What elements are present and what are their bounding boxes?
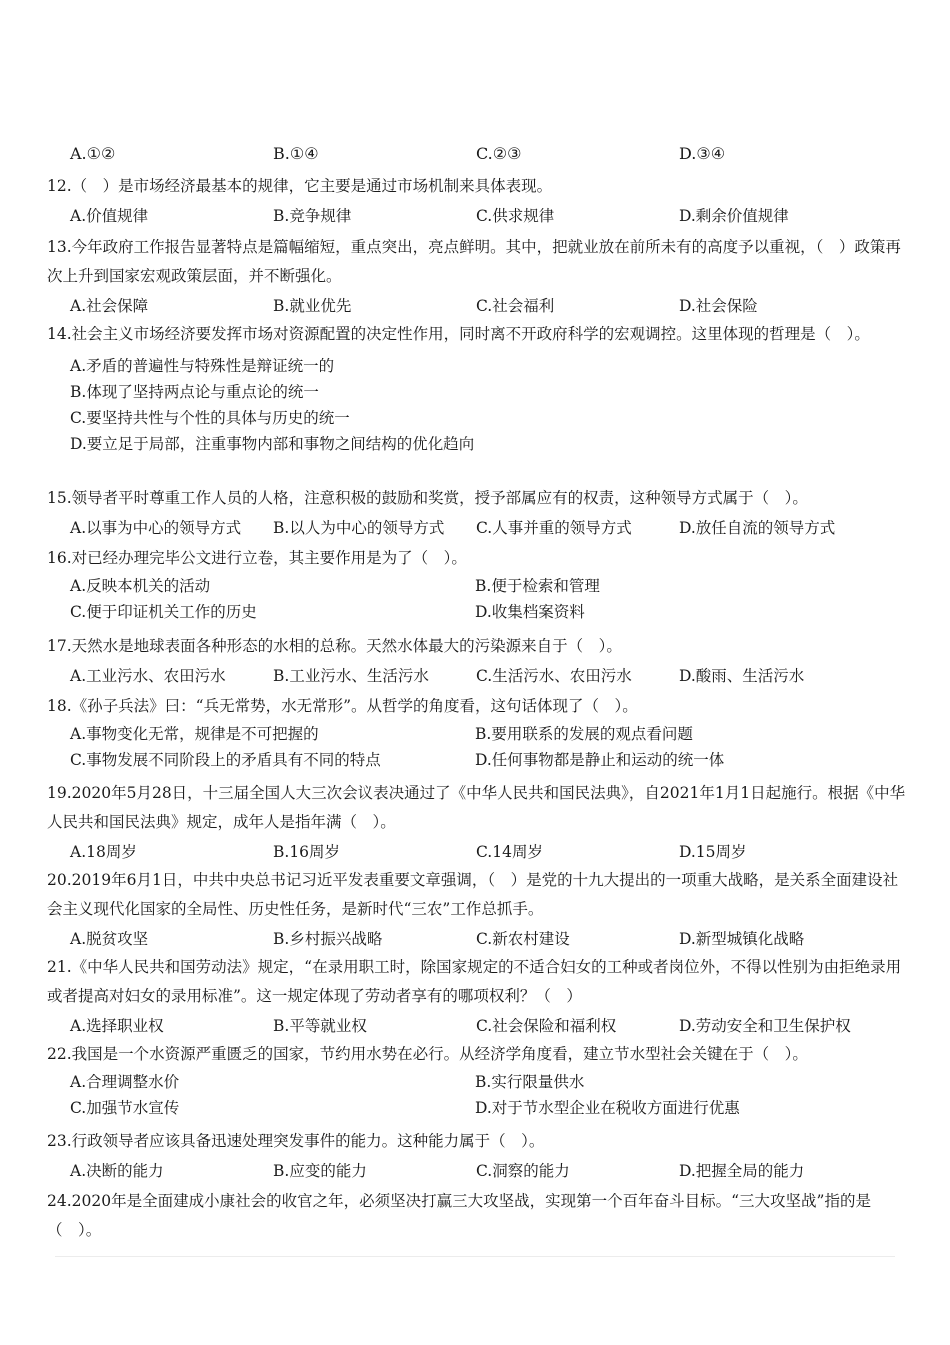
option: A.选择职业权 [70,1017,164,1035]
option: D.酸雨、生活污水 [679,667,805,685]
option: C.14周岁 [476,843,543,861]
option: D.对于节水型企业在税收方面进行优惠 [475,1099,740,1117]
question-17 [47,632,907,691]
option: D.剩余价值规律 [679,207,789,225]
option: A.18周岁 [70,843,137,861]
option: A.①② [70,144,116,163]
question-options [70,291,907,321]
option: B.便于检索和管理 [475,577,600,595]
question-18 [47,692,907,773]
previous-question-options [70,144,910,163]
question-20 [47,866,907,954]
page-bottom-divider [55,1256,895,1257]
option: D.新型城镇化战略 [679,930,805,948]
option: B.应变的能力 [273,1162,367,1180]
option: A.反映本机关的活动 [70,577,211,595]
question-stem: 20.2019年6月1日，中共中央总书记习近平发表重要文章强调，（ ）是党的十九大提出的一项重大战略，是关系全面建设社会主义现代化国家的全局性、历史性任务，是新时代“三农”工作总抓手。 [47,871,899,918]
option: C.洞察的能力 [476,1162,570,1180]
option: B.竞争规律 [273,207,352,225]
option: D.③④ [679,144,726,163]
option: C.社会福利 [476,297,555,315]
option: C.新农村建设 [476,930,570,948]
option: B.16周岁 [273,843,341,861]
question-stem: 14.社会主义市场经济要发挥市场对资源配置的决定性作用，同时离不开政府科学的宏观调控。这里体现的哲理是（ ）。 [47,325,870,343]
question-15 [47,484,907,543]
question-22 [47,1040,907,1121]
question-24 [47,1187,907,1245]
question-stem: 12.（ ）是市场经济最基本的规律，它主要是通过市场机制来具体表现。 [47,177,553,195]
option: D.放任自流的领导方式 [679,519,836,537]
question-14 [47,320,907,457]
option: A.事物变化无常，规律是不可把握的 [70,725,319,743]
question-options [70,661,907,691]
question-options [70,201,907,231]
question-options [70,513,907,543]
option: C.社会保险和福利权 [476,1017,617,1035]
option: A.价值规律 [70,207,149,225]
question-stem: 23.行政领导者应该具备迅速处理突发事件的能力。这种能力属于（ ）。 [47,1132,545,1150]
question-options [70,1069,907,1121]
option: A.矛盾的普遍性与特殊性是辩证统一的 [70,357,335,375]
question-options [70,353,907,457]
option: A.合理调整水价 [70,1073,180,1091]
option: D.要立足于局部，注重事物内部和事物之间结构的优化趋向 [70,435,475,453]
question-stem: 15.领导者平时尊重工作人员的人格，注意积极的鼓励和奖赏，授予部属应有的权责，这种领导方式属于（ ）。 [47,489,808,507]
option: A.脱贫攻坚 [70,930,149,948]
option: A.社会保障 [70,297,149,315]
option: B.体现了坚持两点论与重点论的统一 [70,383,319,401]
question-stem: 17.天然水是地球表面各种形态的水相的总称。天然水体最大的污染源来自于（ ）。 [47,637,622,655]
option: A.工业污水、农田污水 [70,667,226,685]
question-21 [47,953,907,1041]
option: A.决断的能力 [70,1162,164,1180]
option: B.平等就业权 [273,1017,367,1035]
question-stem: 19.2020年5月28日，十三届全国人大三次会议表决通过了《中华人民共和国民法典》，自2021年1月1日起施行。根据《中华人民共和国民法典》规定，成年人是指年满（ ）。 [47,784,906,831]
option: D.把握全局的能力 [679,1162,805,1180]
option: B.就业优先 [273,297,352,315]
question-stem: 18.《孙子兵法》曰：“兵无常势，水无常形”。从哲学的角度看，这句话体现了（ ）。 [47,697,638,715]
option: B.实行限量供水 [475,1073,585,1091]
option: C.要坚持共性与个性的具体与历史的统一 [70,409,350,427]
option: C.便于印证机关工作的历史 [70,603,257,621]
question-stem: 16.对已经办理完毕公文进行立卷，其主要作用是为了（ ）。 [47,549,467,567]
question-23 [47,1127,907,1186]
option: C.加强节水宣传 [70,1099,180,1117]
option: A.以事为中心的领导方式 [70,519,242,537]
option: C.生活污水、农田污水 [476,667,632,685]
question-options [70,837,907,867]
option: C.供求规律 [476,207,555,225]
option: B.以人为中心的领导方式 [273,519,445,537]
question-options [70,1011,907,1041]
option: C.事物发展不同阶段上的矛盾具有不同的特点 [70,751,381,769]
option: B.工业污水、生活污水 [273,667,429,685]
question-19 [47,779,907,867]
question-options [70,721,907,773]
question-stem: 24.2020年是全面建成小康社会的收官之年，必须坚决打赢三大攻坚战，实现第一个百年奋斗目标。“三大攻坚战”指的是（ ）。 [47,1192,871,1239]
option: C.人事并重的领导方式 [476,519,632,537]
question-stem: 21.《中华人民共和国劳动法》规定，“在录用职工时，除国家规定的不适合妇女的工种或者岗位外，不得以性别为由拒绝录用或者提高对妇女的录用标准”。这一规定体现了劳动者享有的哪项权利？（ ） [47,958,902,1005]
option: D.社会保险 [679,297,758,315]
option: B.乡村振兴战略 [273,930,383,948]
question-options [70,573,907,625]
question-12 [47,172,907,231]
option: D.15周岁 [679,843,747,861]
option: B.①④ [273,144,319,163]
question-options [70,924,907,954]
question-stem: 13.今年政府工作报告显著特点是篇幅缩短，重点突出，亮点鲜明。其中，把就业放在前所未有的高度予以重视，（ ）政策再次上升到国家宏观政策层面，并不断强化。 [47,238,901,285]
option: D.任何事物都是静止和运动的统一体 [475,751,725,769]
option: D.劳动安全和卫生保护权 [679,1017,851,1035]
question-16 [47,544,907,625]
option: B.要用联系的发展的观点看问题 [475,725,693,743]
question-stem: 22.我国是一个水资源严重匮乏的国家，节约用水势在必行。从经济学角度看，建立节水型社会关键在于（ ）。 [47,1045,808,1063]
question-options [70,1156,907,1186]
option: D.收集档案资料 [475,603,585,621]
question-13 [47,233,907,321]
option: C.②③ [476,144,522,163]
